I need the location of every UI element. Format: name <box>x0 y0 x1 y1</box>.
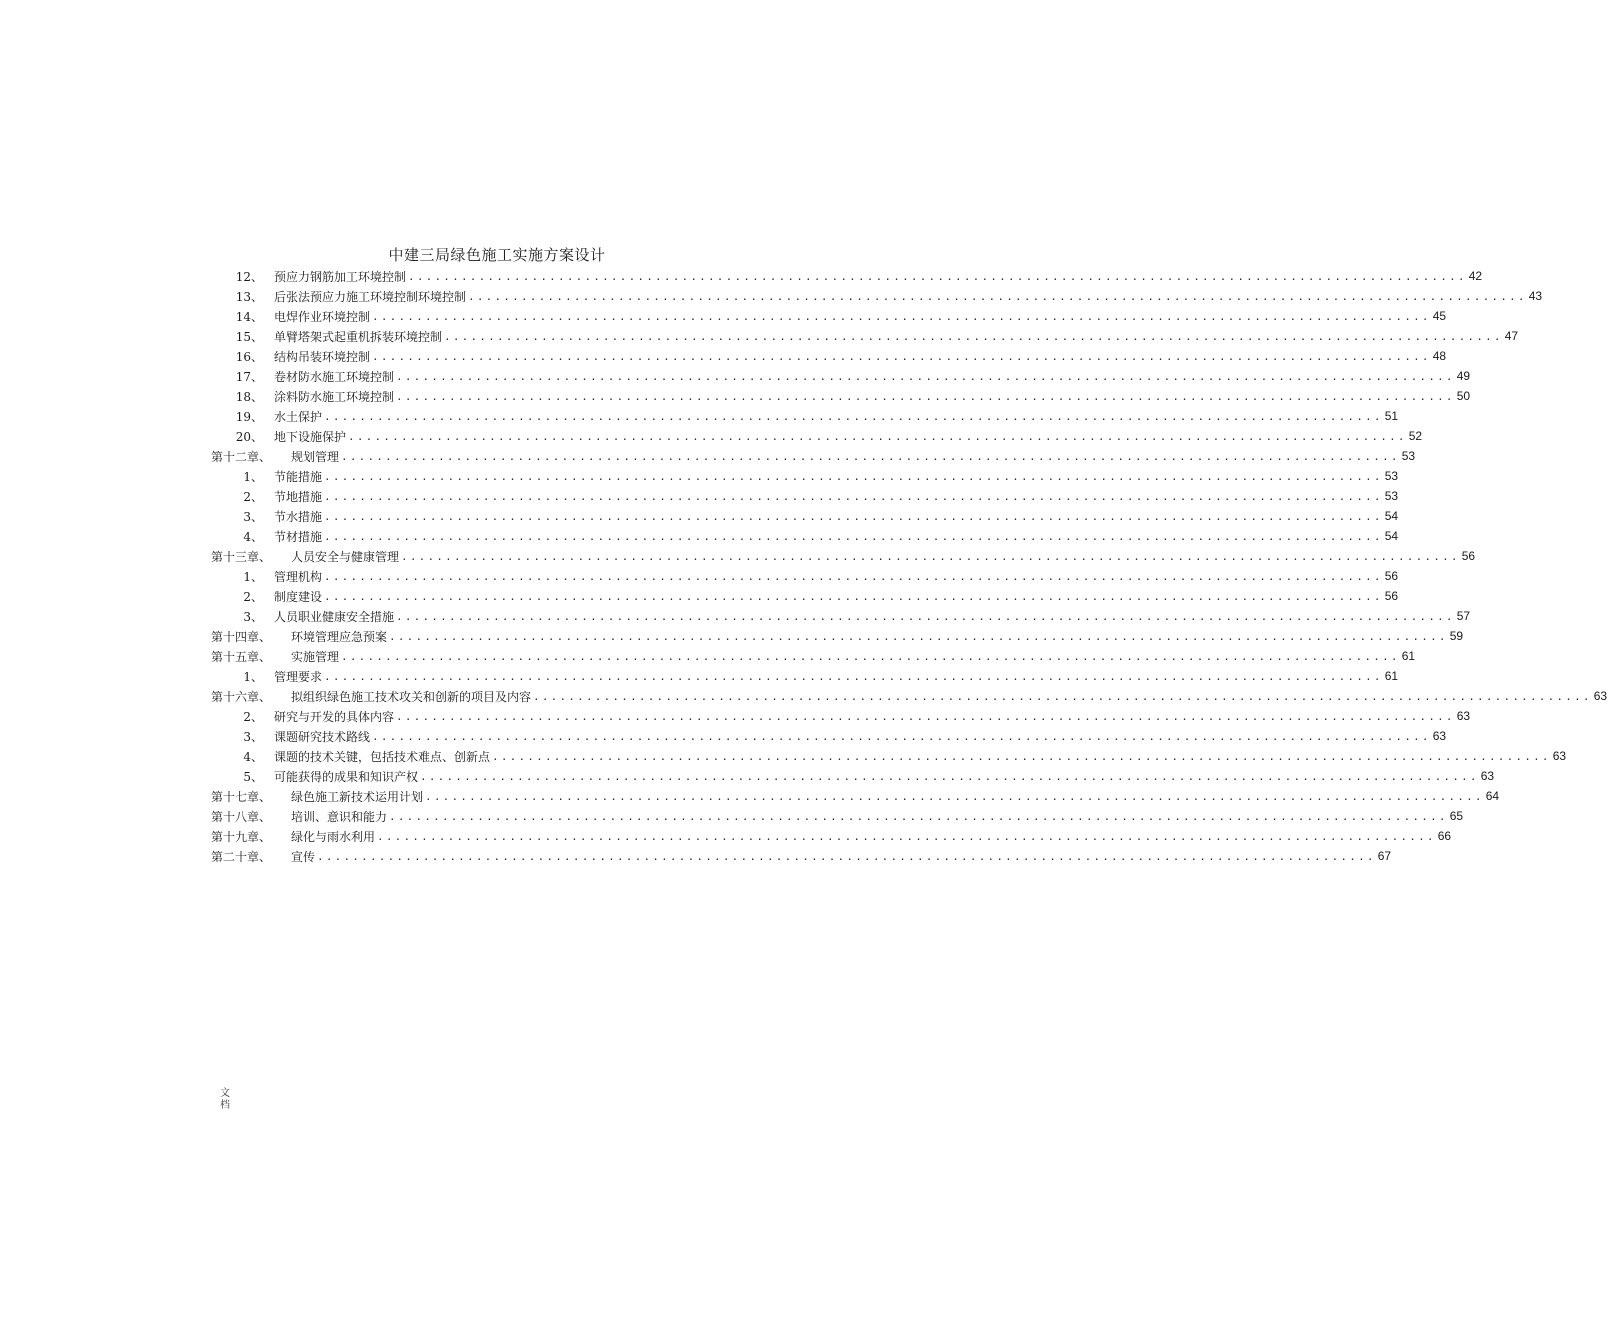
toc-page-number: 42 <box>1468 269 1483 283</box>
toc-entry-title: 管理机构 <box>274 569 323 584</box>
toc-entry-title: 涂料防水施工环境控制 <box>274 389 395 404</box>
toc-entry-number: 3、 <box>243 729 263 744</box>
toc-section-entry[interactable] <box>211 346 1447 366</box>
toc-dot-leader: ........................................................................................................................ <box>401 549 1460 563</box>
toc-section-entry[interactable] <box>211 706 1471 726</box>
toc-section-entry[interactable] <box>211 726 1447 746</box>
toc-chapter-entry[interactable] <box>211 446 1416 466</box>
toc-section-entry[interactable] <box>211 366 1471 386</box>
toc-entry-number: 16、 <box>235 349 263 364</box>
toc-page-number: 66 <box>1437 829 1452 843</box>
toc-dot-leader: ........................................................................................................................ <box>341 449 1400 463</box>
toc-dot-leader: ........................................................................................................................ <box>396 389 1455 403</box>
table-of-contents <box>211 266 1607 866</box>
toc-section-entry[interactable] <box>211 326 1519 346</box>
toc-entry-number: 第十八章、 <box>211 809 272 824</box>
toc-dot-leader: ........................................................................................................................ <box>372 349 1431 363</box>
toc-entry-title: 课题的技术关键，包括技术难点、创新点 <box>274 749 491 764</box>
toc-entry-title: 结构吊装环境控制 <box>274 349 371 364</box>
toc-dot-leader: ........................................................................................................................ <box>377 829 1436 843</box>
toc-dot-leader: ........................................................................................................................ <box>396 709 1455 723</box>
toc-entry-number: 17、 <box>235 369 263 384</box>
toc-page-number: 57 <box>1456 609 1471 623</box>
toc-chapter-entry[interactable] <box>211 826 1452 846</box>
toc-dot-leader: ........................................................................................................................ <box>389 629 1448 643</box>
toc-entry-title: 节地措施 <box>274 489 323 504</box>
toc-dot-leader: ........................................................................................................................ <box>425 789 1484 803</box>
toc-page-number: 61 <box>1401 649 1416 663</box>
toc-page-number: 63 <box>1432 729 1447 743</box>
document-title: 中建三局绿色施工实施方案设计 <box>388 246 606 264</box>
toc-page-number: 56 <box>1384 589 1399 603</box>
toc-entry-title: 研究与开发的具体内容 <box>274 709 395 724</box>
toc-entry-number: 2、 <box>243 709 263 724</box>
toc-entry-title: 管理要求 <box>274 669 323 684</box>
toc-dot-leader: ........................................................................................................................ <box>324 669 1383 683</box>
toc-entry-title: 后张法预应力施工环境控制环境控制 <box>274 289 467 304</box>
toc-page-number: 63 <box>1456 709 1471 723</box>
toc-entry-title: 宣传 <box>291 849 316 864</box>
toc-dot-leader: ........................................................................................................................ <box>324 569 1383 583</box>
toc-entry-number: 第十九章、 <box>211 829 272 844</box>
toc-page-number: 53 <box>1384 489 1399 503</box>
toc-entry-title: 卷材防水施工环境控制 <box>274 369 395 384</box>
toc-section-entry[interactable] <box>211 526 1399 546</box>
toc-dot-leader: ........................................................................................................................ <box>348 429 1407 443</box>
toc-entry-title: 课题研究技术路线 <box>274 729 371 744</box>
toc-entry-number: 5、 <box>243 769 263 784</box>
toc-entry-number: 4、 <box>243 529 263 544</box>
toc-entry-title: 可能获得的成果和知识产权 <box>274 769 419 784</box>
toc-dot-leader: ........................................................................................................................ <box>372 729 1431 743</box>
toc-dot-leader: ........................................................................................................................ <box>324 589 1383 603</box>
toc-dot-leader: ........................................................................................................................ <box>533 689 1592 703</box>
toc-page-number: 63 <box>1552 749 1567 763</box>
toc-entry-number: 19、 <box>235 409 263 424</box>
toc-chapter-entry[interactable] <box>211 646 1416 666</box>
toc-entry-number: 第十三章、 <box>211 549 272 564</box>
toc-entry-number: 第十七章、 <box>211 789 272 804</box>
toc-entry-number: 1、 <box>243 569 263 584</box>
toc-page-number: 54 <box>1384 529 1399 543</box>
toc-entry-number: 第十四章、 <box>211 629 272 644</box>
toc-entry-number: 13、 <box>235 289 263 304</box>
toc-entry-number: 15、 <box>235 329 263 344</box>
toc-section-entry[interactable] <box>211 666 1399 686</box>
toc-section-entry[interactable] <box>211 746 1567 766</box>
toc-entry-title: 人员职业健康安全措施 <box>274 609 395 624</box>
toc-section-entry[interactable] <box>211 766 1495 786</box>
toc-dot-leader: ........................................................................................................................ <box>372 309 1431 323</box>
toc-entry-title: 绿色施工新技术运用计划 <box>291 789 424 804</box>
toc-dot-leader: ........................................................................................................................ <box>324 469 1383 483</box>
toc-chapter-entry[interactable] <box>211 786 1500 806</box>
toc-dot-leader: ........................................................................................................................ <box>420 769 1479 783</box>
toc-entry-title: 节水措施 <box>274 509 323 524</box>
toc-section-entry[interactable] <box>211 586 1399 606</box>
toc-chapter-entry[interactable] <box>211 846 1392 866</box>
toc-section-entry[interactable] <box>211 286 1543 306</box>
toc-page-number: 52 <box>1408 429 1423 443</box>
toc-entry-title: 绿化与雨水利用 <box>291 829 376 844</box>
toc-entry-number: 第十五章、 <box>211 649 272 664</box>
toc-entry-number: 1、 <box>243 669 263 684</box>
toc-section-entry[interactable] <box>211 466 1399 486</box>
toc-entry-number: 第十二章、 <box>211 449 272 464</box>
toc-dot-leader: ........................................................................................................................ <box>341 649 1400 663</box>
toc-chapter-entry[interactable] <box>211 546 1476 566</box>
toc-dot-leader: ........................................................................................................................ <box>492 749 1551 763</box>
toc-dot-leader: ........................................................................................................................ <box>444 329 1503 343</box>
toc-dot-leader: ........................................................................................................................ <box>389 809 1448 823</box>
toc-dot-leader: ........................................................................................................................ <box>408 269 1467 283</box>
toc-entry-title: 节材措施 <box>274 529 323 544</box>
toc-entry-title: 培训、意识和能力 <box>291 809 388 824</box>
toc-dot-leader: ........................................................................................................................ <box>396 369 1455 383</box>
toc-page-number: 56 <box>1461 549 1476 563</box>
toc-page-number: 45 <box>1432 309 1447 323</box>
toc-page-number: 49 <box>1456 369 1471 383</box>
toc-page-number: 61 <box>1384 669 1399 683</box>
toc-entry-number: 1、 <box>243 469 263 484</box>
toc-page-number: 63 <box>1593 689 1607 703</box>
toc-page-number: 64 <box>1485 789 1500 803</box>
toc-dot-leader: ........................................................................................................................ <box>396 609 1455 623</box>
toc-section-entry[interactable] <box>211 386 1471 406</box>
toc-entry-title: 水土保护 <box>274 409 323 424</box>
toc-entry-number: 2、 <box>243 589 263 604</box>
toc-entry-title: 电焊作业环境控制 <box>274 309 371 324</box>
toc-entry-number: 3、 <box>243 509 263 524</box>
toc-chapter-entry[interactable] <box>211 686 1607 706</box>
toc-dot-leader: ........................................................................................................................ <box>324 509 1383 523</box>
toc-entry-title: 预应力钢筋加工环境控制 <box>274 269 407 284</box>
toc-entry-title: 环境管理应急预案 <box>291 629 388 644</box>
toc-section-entry[interactable] <box>211 266 1483 286</box>
toc-entry-number: 14、 <box>235 309 263 324</box>
toc-entry-title: 单臂塔架式起重机拆装环境控制 <box>274 329 443 344</box>
toc-entry-number: 3、 <box>243 609 263 624</box>
toc-entry-number: 20、 <box>235 429 263 444</box>
toc-entry-number: 第二十章、 <box>211 849 272 864</box>
toc-page-number: 54 <box>1384 509 1399 523</box>
toc-dot-leader: ........................................................................................................................ <box>468 289 1527 303</box>
toc-entry-title: 节能措施 <box>274 469 323 484</box>
toc-dot-leader: ........................................................................................................................ <box>324 409 1383 423</box>
toc-dot-leader: ........................................................................................................................ <box>324 489 1383 503</box>
toc-dot-leader: ........................................................................................................................ <box>324 529 1383 543</box>
toc-page-number: 56 <box>1384 569 1399 583</box>
toc-page-number: 51 <box>1384 409 1399 423</box>
toc-section-entry[interactable] <box>211 306 1447 326</box>
toc-page-number: 59 <box>1449 629 1464 643</box>
toc-page-number: 67 <box>1377 849 1392 863</box>
toc-page-number: 53 <box>1401 449 1416 463</box>
toc-page-number: 47 <box>1504 329 1519 343</box>
toc-section-entry[interactable] <box>211 566 1399 586</box>
toc-page-number: 43 <box>1528 289 1543 303</box>
toc-page-number: 63 <box>1480 769 1495 783</box>
toc-section-entry[interactable] <box>211 506 1399 526</box>
toc-chapter-entry[interactable] <box>211 626 1464 646</box>
toc-section-entry[interactable] <box>211 486 1399 506</box>
toc-section-entry[interactable] <box>211 426 1423 446</box>
toc-page-number: 65 <box>1449 809 1464 823</box>
toc-entry-title: 拟组织绿色施工技术攻关和创新的项目及内容 <box>291 689 532 704</box>
footer-mark: 文档 <box>220 1088 230 1111</box>
toc-dot-leader: ........................................................................................................................ <box>317 849 1376 863</box>
toc-entry-number: 4、 <box>243 749 263 764</box>
toc-entry-title: 制度建设 <box>274 589 323 604</box>
toc-section-entry[interactable] <box>211 406 1399 426</box>
toc-entry-number: 2、 <box>243 489 263 504</box>
toc-chapter-entry[interactable] <box>211 806 1464 826</box>
toc-entry-title: 地下设施保护 <box>274 429 347 444</box>
toc-page-number: 48 <box>1432 349 1447 363</box>
toc-entry-number: 18、 <box>235 389 263 404</box>
toc-entry-title: 实施管理 <box>291 649 340 664</box>
toc-entry-title: 人员安全与健康管理 <box>291 549 400 564</box>
toc-page-number: 50 <box>1456 389 1471 403</box>
toc-entry-number: 第十六章、 <box>211 689 272 704</box>
toc-entry-number: 12、 <box>235 269 263 284</box>
toc-entry-title: 规划管理 <box>291 449 340 464</box>
toc-page-number: 53 <box>1384 469 1399 483</box>
toc-section-entry[interactable] <box>211 606 1471 626</box>
